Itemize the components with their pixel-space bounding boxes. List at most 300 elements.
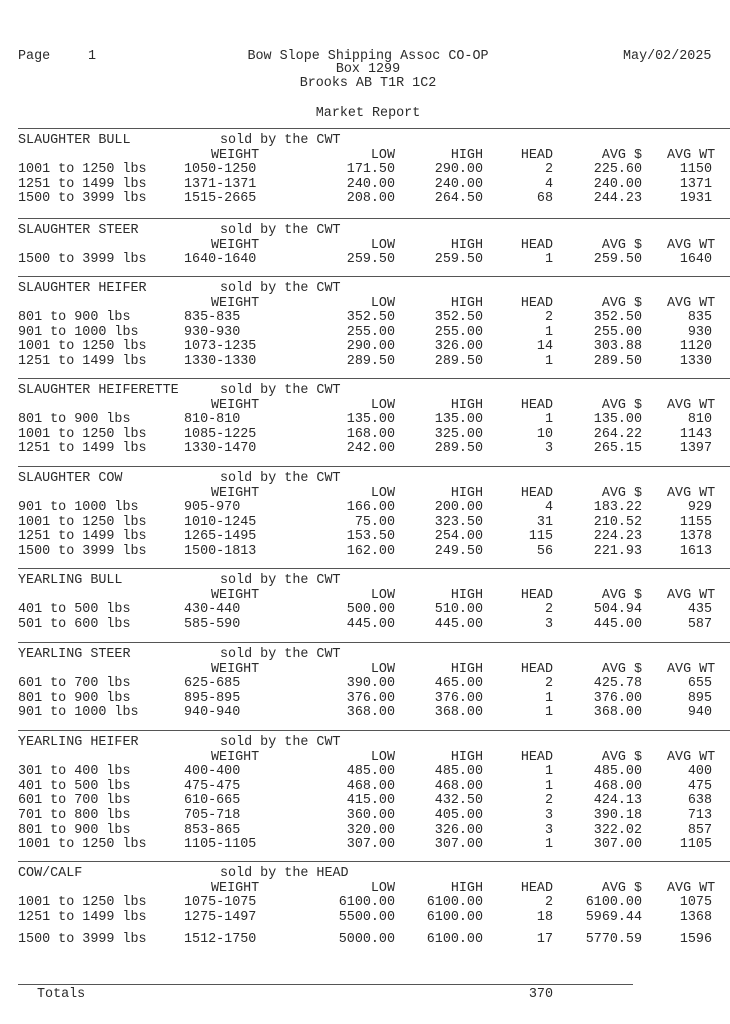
cell-low: 485.00 xyxy=(346,764,395,780)
cell-weight: 1105-1105 xyxy=(184,837,257,853)
cell-low: 5500.00 xyxy=(338,909,395,925)
cell-low: 307.00 xyxy=(346,837,395,853)
cell-high: 289.50 xyxy=(434,354,483,369)
column-header-avg-wt: AVG WT xyxy=(667,398,716,413)
cell-avg-wt: 1397 xyxy=(679,441,712,457)
table-row xyxy=(0,428,730,443)
cell-avg-wt: 1143 xyxy=(679,426,712,442)
column-header-high: HIGH xyxy=(450,588,483,603)
cell-low: 242.00 xyxy=(346,441,395,457)
column-header-weight: WEIGHT xyxy=(211,486,260,501)
table-row xyxy=(0,933,730,948)
address-line-2: Brooks AB T1R 1C2 xyxy=(299,76,437,91)
column-header-avg-price: AVG $ xyxy=(601,662,642,677)
cell-range: 601 to 700 lbs xyxy=(18,793,131,809)
cell-head: 2 xyxy=(544,310,553,326)
cell-high: 432.50 xyxy=(434,793,483,809)
cell-high: 445.00 xyxy=(434,616,483,632)
column-header-head: HEAD xyxy=(520,750,553,765)
cell-weight: 475-475 xyxy=(184,778,241,794)
cell-range: 801 to 900 lbs xyxy=(18,690,131,706)
cell-avg-price: 240.00 xyxy=(593,176,642,192)
totals-head-count: 370 xyxy=(528,987,553,1002)
table-row xyxy=(0,326,730,341)
cell-avg-price: 376.00 xyxy=(593,690,642,706)
sold-by-label: sold by the HEAD xyxy=(220,866,349,881)
cell-avg-price: 5770.59 xyxy=(585,932,642,948)
cell-high: 135.00 xyxy=(434,412,483,428)
cell-low: 255.00 xyxy=(346,324,395,340)
table-row xyxy=(0,618,730,633)
cell-range: 801 to 900 lbs xyxy=(18,822,131,838)
cell-weight: 930-930 xyxy=(184,324,241,340)
column-header-weight: WEIGHT xyxy=(211,750,260,765)
column-header-avg-wt: AVG WT xyxy=(667,750,716,765)
cell-avg-wt: 940 xyxy=(687,705,712,721)
page-label: Page xyxy=(18,49,51,64)
cell-avg-price: 5969.44 xyxy=(585,909,642,925)
cell-avg-price: 485.00 xyxy=(593,764,642,780)
cell-low: 259.50 xyxy=(346,252,395,268)
cell-avg-wt: 1613 xyxy=(679,544,712,559)
cell-avg-wt: 1596 xyxy=(679,932,712,948)
column-header-high: HIGH xyxy=(450,148,483,163)
table-row xyxy=(0,809,730,824)
cell-weight: 400-400 xyxy=(184,764,241,780)
cell-weight: 1330-1470 xyxy=(184,441,257,457)
section-divider xyxy=(18,276,730,277)
cell-head: 2 xyxy=(544,793,553,809)
cell-avg-price: 424.13 xyxy=(593,793,642,809)
section-divider xyxy=(18,861,730,862)
cell-avg-price: 322.02 xyxy=(593,822,642,838)
column-header-high: HIGH xyxy=(450,486,483,501)
cell-head: 1 xyxy=(544,252,553,268)
cell-avg-price: 468.00 xyxy=(593,778,642,794)
column-header-high: HIGH xyxy=(450,398,483,413)
column-header-weight: WEIGHT xyxy=(211,881,260,896)
cell-avg-wt: 1075 xyxy=(679,895,712,911)
cell-head: 2 xyxy=(544,602,553,618)
cell-high: 254.00 xyxy=(434,529,483,545)
cell-range: 1251 to 1499 lbs xyxy=(18,176,147,192)
cell-avg-wt: 1640 xyxy=(679,252,712,268)
cell-high: 249.50 xyxy=(434,544,483,559)
column-header-avg-price: AVG $ xyxy=(601,238,642,253)
section-divider xyxy=(18,128,730,129)
cell-range: 901 to 1000 lbs xyxy=(18,500,139,516)
totals-label: Totals xyxy=(37,987,86,1002)
column-header-head: HEAD xyxy=(520,238,553,253)
cell-avg-wt: 587 xyxy=(687,616,712,632)
cell-high: 290.00 xyxy=(434,162,483,178)
cell-avg-wt: 835 xyxy=(687,310,712,326)
cell-avg-price: 224.23 xyxy=(593,529,642,545)
column-header-weight: WEIGHT xyxy=(211,238,260,253)
cell-range: 901 to 1000 lbs xyxy=(18,324,139,340)
cell-avg-price: 244.23 xyxy=(593,191,642,207)
cell-low: 135.00 xyxy=(346,412,395,428)
cell-high: 6100.00 xyxy=(426,909,483,925)
cell-head: 1 xyxy=(544,705,553,721)
cell-head: 1 xyxy=(544,324,553,340)
cell-avg-price: 307.00 xyxy=(593,837,642,853)
cell-avg-price: 225.60 xyxy=(593,162,642,178)
cell-head: 3 xyxy=(544,441,553,457)
table-row xyxy=(0,692,730,707)
column-header-avg-wt: AVG WT xyxy=(667,238,716,253)
cell-avg-wt: 435 xyxy=(687,602,712,618)
cell-high: 307.00 xyxy=(434,837,483,853)
cell-avg-price: 445.00 xyxy=(593,616,642,632)
cell-avg-wt: 857 xyxy=(687,822,712,838)
cell-high: 376.00 xyxy=(434,690,483,706)
cell-high: 6100.00 xyxy=(426,932,483,948)
cell-avg-wt: 638 xyxy=(687,793,712,809)
column-header-high: HIGH xyxy=(450,662,483,677)
cell-range: 401 to 500 lbs xyxy=(18,778,131,794)
cell-weight: 1265-1495 xyxy=(184,529,257,545)
section-divider xyxy=(18,378,730,379)
cell-avg-price: 183.22 xyxy=(593,500,642,516)
cell-range: 601 to 700 lbs xyxy=(18,676,131,692)
table-row xyxy=(0,516,730,531)
totals-divider xyxy=(18,984,633,985)
cell-weight: 1512-1750 xyxy=(184,932,257,948)
cell-avg-wt: 713 xyxy=(687,808,712,823)
cell-head: 2 xyxy=(544,676,553,692)
cell-weight: 895-895 xyxy=(184,690,241,706)
column-header-avg-price: AVG $ xyxy=(601,296,642,311)
cell-weight: 1640-1640 xyxy=(184,252,257,268)
section-title: YEARLING HEIFER xyxy=(18,735,139,750)
section-divider xyxy=(18,730,730,731)
cell-avg-wt: 400 xyxy=(687,764,712,780)
table-row xyxy=(0,824,730,839)
cell-low: 240.00 xyxy=(346,176,395,192)
column-header-avg-price: AVG $ xyxy=(601,148,642,163)
table-row xyxy=(0,780,730,795)
table-row xyxy=(0,838,730,853)
column-header-avg-price: AVG $ xyxy=(601,750,642,765)
cell-weight: 1075-1075 xyxy=(184,895,257,911)
cell-low: 171.50 xyxy=(346,162,395,178)
cell-avg-price: 425.78 xyxy=(593,676,642,692)
table-row xyxy=(0,794,730,809)
cell-low: 445.00 xyxy=(346,616,395,632)
cell-avg-price: 135.00 xyxy=(593,412,642,428)
column-header-head: HEAD xyxy=(520,881,553,896)
table-row xyxy=(0,530,730,545)
column-header-low: LOW xyxy=(370,662,395,677)
section-title: SLAUGHTER HEIFERETTE xyxy=(18,383,179,398)
cell-low: 390.00 xyxy=(346,676,395,692)
table-row xyxy=(0,340,730,355)
cell-range: 801 to 900 lbs xyxy=(18,412,131,428)
cell-weight: 430-440 xyxy=(184,602,241,618)
cell-weight: 1371-1371 xyxy=(184,176,257,192)
cell-avg-wt: 1371 xyxy=(679,176,712,192)
table-row xyxy=(0,355,730,370)
cell-weight: 610-665 xyxy=(184,793,241,809)
column-header-weight: WEIGHT xyxy=(211,296,260,311)
report-title: Market Report xyxy=(315,106,421,121)
column-header-low: LOW xyxy=(370,148,395,163)
section-divider xyxy=(18,466,730,467)
sold-by-label: sold by the CWT xyxy=(220,573,341,588)
cell-head: 68 xyxy=(536,191,553,207)
cell-avg-price: 504.94 xyxy=(593,602,642,618)
cell-weight: 1050-1250 xyxy=(184,162,257,178)
cell-range: 401 to 500 lbs xyxy=(18,602,131,618)
cell-low: 290.00 xyxy=(346,339,395,355)
cell-avg-wt: 1931 xyxy=(679,191,712,207)
cell-high: 200.00 xyxy=(434,500,483,516)
column-header-head: HEAD xyxy=(520,296,553,311)
cell-high: 240.00 xyxy=(434,176,483,192)
cell-low: 153.50 xyxy=(346,529,395,545)
cell-avg-wt: 1378 xyxy=(679,529,712,545)
column-header-weight: WEIGHT xyxy=(211,662,260,677)
column-header-low: LOW xyxy=(370,398,395,413)
page-number: 1 xyxy=(88,49,97,64)
cell-low: 168.00 xyxy=(346,426,395,442)
cell-head: 10 xyxy=(536,426,553,442)
column-header-avg-price: AVG $ xyxy=(601,881,642,896)
table-row xyxy=(0,501,730,516)
column-header-head: HEAD xyxy=(520,662,553,677)
cell-weight: 835-835 xyxy=(184,310,241,326)
sold-by-label: sold by the CWT xyxy=(220,383,341,398)
cell-high: 468.00 xyxy=(434,778,483,794)
cell-avg-wt: 475 xyxy=(687,778,712,794)
cell-high: 255.00 xyxy=(434,324,483,340)
cell-range: 801 to 900 lbs xyxy=(18,310,131,326)
cell-avg-price: 390.18 xyxy=(593,808,642,823)
cell-head: 1 xyxy=(544,778,553,794)
cell-avg-wt: 1150 xyxy=(679,162,712,178)
column-header-weight: WEIGHT xyxy=(211,148,260,163)
section-title: SLAUGHTER BULL xyxy=(18,133,131,148)
cell-low: 368.00 xyxy=(346,705,395,721)
cell-high: 352.50 xyxy=(434,310,483,326)
cell-avg-wt: 1155 xyxy=(679,514,712,530)
cell-high: 405.00 xyxy=(434,808,483,823)
cell-low: 500.00 xyxy=(346,602,395,618)
cell-head: 31 xyxy=(536,514,553,530)
cell-avg-wt: 929 xyxy=(687,500,712,516)
cell-high: 326.00 xyxy=(434,822,483,838)
cell-avg-wt: 895 xyxy=(687,690,712,706)
cell-weight: 705-718 xyxy=(184,808,241,823)
table-row xyxy=(0,178,730,193)
column-header-low: LOW xyxy=(370,588,395,603)
column-header-avg-price: AVG $ xyxy=(601,486,642,501)
cell-head: 1 xyxy=(544,354,553,369)
section-title: SLAUGHTER COW xyxy=(18,471,123,486)
cell-range: 1500 to 3999 lbs xyxy=(18,932,147,948)
cell-high: 465.00 xyxy=(434,676,483,692)
cell-avg-wt: 1330 xyxy=(679,354,712,369)
table-row xyxy=(0,896,730,911)
cell-low: 415.00 xyxy=(346,793,395,809)
table-row xyxy=(0,765,730,780)
cell-head: 14 xyxy=(536,339,553,355)
cell-avg-price: 221.93 xyxy=(593,544,642,559)
cell-range: 1251 to 1499 lbs xyxy=(18,441,147,457)
cell-head: 2 xyxy=(544,162,553,178)
cell-low: 352.50 xyxy=(346,310,395,326)
section-title: YEARLING BULL xyxy=(18,573,123,588)
section-title: SLAUGHTER HEIFER xyxy=(18,281,147,296)
report-date: May/02/2025 xyxy=(623,49,712,64)
column-header-low: LOW xyxy=(370,296,395,311)
column-header-weight: WEIGHT xyxy=(211,588,260,603)
cell-low: 468.00 xyxy=(346,778,395,794)
cell-range: 301 to 400 lbs xyxy=(18,764,131,780)
cell-low: 208.00 xyxy=(346,191,395,207)
column-header-avg-price: AVG $ xyxy=(601,588,642,603)
section-title: SLAUGHTER STEER xyxy=(18,223,139,238)
cell-weight: 585-590 xyxy=(184,616,241,632)
cell-head: 56 xyxy=(536,544,553,559)
sold-by-label: sold by the CWT xyxy=(220,281,341,296)
cell-weight: 940-940 xyxy=(184,705,241,721)
cell-avg-wt: 1368 xyxy=(679,909,712,925)
table-row xyxy=(0,706,730,721)
table-row xyxy=(0,413,730,428)
cell-avg-price: 210.52 xyxy=(593,514,642,530)
section-divider xyxy=(18,568,730,569)
cell-range: 901 to 1000 lbs xyxy=(18,705,139,721)
cell-weight: 1073-1235 xyxy=(184,339,257,355)
cell-range: 1001 to 1250 lbs xyxy=(18,339,147,355)
table-row xyxy=(0,603,730,618)
cell-high: 259.50 xyxy=(434,252,483,268)
cell-range: 1500 to 3999 lbs xyxy=(18,191,147,207)
column-header-high: HIGH xyxy=(450,238,483,253)
column-header-high: HIGH xyxy=(450,296,483,311)
cell-high: 326.00 xyxy=(434,339,483,355)
cell-head: 1 xyxy=(544,837,553,853)
cell-low: 289.50 xyxy=(346,354,395,369)
cell-range: 1001 to 1250 lbs xyxy=(18,426,147,442)
sold-by-label: sold by the CWT xyxy=(220,735,341,750)
section-title: YEARLING STEER xyxy=(18,647,131,662)
cell-weight: 1330-1330 xyxy=(184,354,257,369)
cell-avg-wt: 810 xyxy=(687,412,712,428)
cell-low: 162.00 xyxy=(346,544,395,559)
column-header-head: HEAD xyxy=(520,486,553,501)
table-row xyxy=(0,545,730,560)
cell-range: 1001 to 1250 lbs xyxy=(18,895,147,911)
cell-avg-price: 352.50 xyxy=(593,310,642,326)
table-row xyxy=(0,311,730,326)
cell-range: 1500 to 3999 lbs xyxy=(18,544,147,559)
table-row xyxy=(0,677,730,692)
cell-low: 6100.00 xyxy=(338,895,395,911)
table-row xyxy=(0,442,730,457)
cell-avg-price: 303.88 xyxy=(593,339,642,355)
column-header-head: HEAD xyxy=(520,398,553,413)
column-header-high: HIGH xyxy=(450,750,483,765)
cell-high: 485.00 xyxy=(434,764,483,780)
cell-high: 510.00 xyxy=(434,602,483,618)
table-row xyxy=(0,911,730,926)
table-row xyxy=(0,163,730,178)
cell-avg-price: 259.50 xyxy=(593,252,642,268)
column-header-avg-wt: AVG WT xyxy=(667,296,716,311)
column-header-weight: WEIGHT xyxy=(211,398,260,413)
org-name: Bow Slope Shipping Assoc CO-OP xyxy=(247,49,489,64)
cell-avg-wt: 1105 xyxy=(679,837,712,853)
cell-head: 3 xyxy=(544,822,553,838)
sold-by-label: sold by the CWT xyxy=(220,223,341,238)
sold-by-label: sold by the CWT xyxy=(220,133,341,148)
cell-head: 1 xyxy=(544,690,553,706)
column-header-low: LOW xyxy=(370,750,395,765)
column-header-head: HEAD xyxy=(520,588,553,603)
cell-range: 501 to 600 lbs xyxy=(18,616,131,632)
cell-weight: 810-810 xyxy=(184,412,241,428)
cell-low: 166.00 xyxy=(346,500,395,516)
cell-head: 3 xyxy=(544,808,553,823)
column-header-avg-wt: AVG WT xyxy=(667,588,716,603)
cell-range: 1251 to 1499 lbs xyxy=(18,909,147,925)
column-header-avg-wt: AVG WT xyxy=(667,148,716,163)
cell-avg-price: 368.00 xyxy=(593,705,642,721)
cell-range: 1001 to 1250 lbs xyxy=(18,162,147,178)
cell-avg-price: 6100.00 xyxy=(585,895,642,911)
cell-head: 115 xyxy=(528,529,553,545)
column-header-avg-wt: AVG WT xyxy=(667,486,716,501)
cell-weight: 1085-1225 xyxy=(184,426,257,442)
cell-high: 264.50 xyxy=(434,191,483,207)
cell-range: 1500 to 3999 lbs xyxy=(18,252,147,268)
column-header-low: LOW xyxy=(370,238,395,253)
section-title: COW/CALF xyxy=(18,866,83,881)
cell-avg-wt: 930 xyxy=(687,324,712,340)
column-header-low: LOW xyxy=(370,881,395,896)
cell-weight: 1275-1497 xyxy=(184,909,257,925)
cell-head: 4 xyxy=(544,500,553,516)
cell-weight: 905-970 xyxy=(184,500,241,516)
table-row xyxy=(0,192,730,207)
cell-avg-price: 265.15 xyxy=(593,441,642,457)
cell-low: 360.00 xyxy=(346,808,395,823)
cell-head: 2 xyxy=(544,895,553,911)
cell-low: 75.00 xyxy=(354,514,395,530)
cell-avg-price: 264.22 xyxy=(593,426,642,442)
cell-range: 1251 to 1499 lbs xyxy=(18,354,147,369)
cell-avg-price: 289.50 xyxy=(593,354,642,369)
cell-weight: 853-865 xyxy=(184,822,241,838)
cell-avg-wt: 1120 xyxy=(679,339,712,355)
section-divider xyxy=(18,218,730,219)
cell-head: 1 xyxy=(544,764,553,780)
column-header-low: LOW xyxy=(370,486,395,501)
cell-high: 323.50 xyxy=(434,514,483,530)
cell-range: 1251 to 1499 lbs xyxy=(18,529,147,545)
column-header-avg-wt: AVG WT xyxy=(667,881,716,896)
column-header-avg-wt: AVG WT xyxy=(667,662,716,677)
cell-high: 6100.00 xyxy=(426,895,483,911)
cell-weight: 1010-1245 xyxy=(184,514,257,530)
table-row xyxy=(0,253,730,268)
cell-head: 18 xyxy=(536,909,553,925)
cell-range: 1001 to 1250 lbs xyxy=(18,837,147,853)
cell-high: 289.50 xyxy=(434,441,483,457)
